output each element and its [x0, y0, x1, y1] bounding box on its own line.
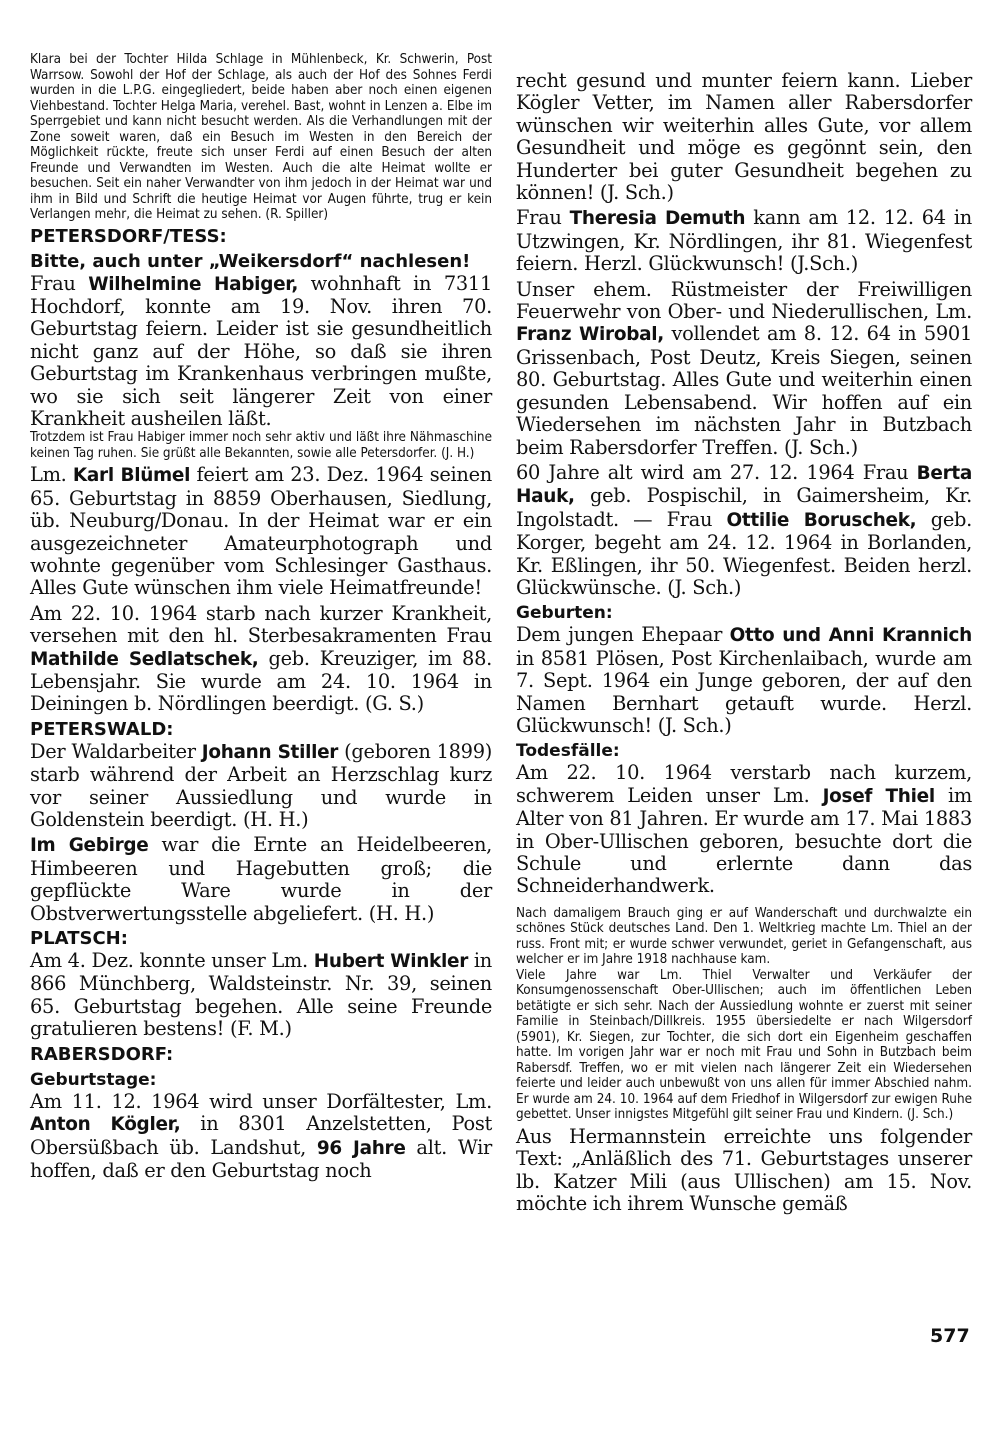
subheading-geburtstage: Geburtstage: — [30, 1069, 157, 1090]
paragraph-spiller: Klara bei der Tochter Hilda Schlage in Mühlenbeck, Kr. Schwerin, Post Warrsow. Sowohl der Hof der Schlage, als auch der Hof des Sohnes Ferdi wurden in die L.P.G. eingegliedert, beide haben aber noch einen eigenen Viehbestand. Tochter Helga Maria, verehel. Bast, wohnt in Lenzen a. Elbe im Sperrgebiet und kann nicht besucht werden. Als die Verhandlungen mit der Zone soweit waren, daß ein Besuch im Westen in den Bereich der Möglichkeit rückte, freute sich unser Ferdi auf einen Besuch der alten Freunde und Verwandten im Westen. Auch die alte Heimat wollte er besuchen. Seit ein naher Verwandter von ihm jedoch in der Heimat war und ihm in Bild und Schrift die heutige Heimat vor Augen führte, trug er kein Verlangen mehr, die Heimat zu sehen. (R. Spiller) — [30, 52, 492, 222]
page-number: 577 — [930, 1325, 970, 1347]
paragraph-hauk-boruschek: 60 Jahre alt wird am 27. 12. 1964 Frau Berta Hauk, geb. Pospischil, in Gaimersheim, Kr. Ingolstadt. — Frau Ottilie Boruschek, geb. Korger, begeht am 24. 12. 1964 in Borlanden, Kr. Eßlingen, ihr 50. Wiegenfest. Beiden herzl. Glückwünsche. (J. Sch.) — [516, 460, 972, 599]
paragraph-gebirge: Im Gebirge war die Ernte an Heidelbeeren, Himbeeren und Hagebutten groß; die gepflückte Ware wurde in der Obstverwertungsstelle abgeliefert. (H. H.) — [30, 833, 492, 925]
lead-phrase: Im Gebirge — [30, 835, 149, 857]
paragraph-demuth: Frau Theresia Demuth kann am 12. 12. 64 in Utzwingen, Kr. Nördlingen, ihr 81. Wiegenfest feiern. Herzl. Glückwunsch! (J.Sch.) — [516, 206, 972, 276]
person-name: Franz Wirobal, — [516, 324, 664, 346]
paragraph-krannich: Dem jungen Ehepaar Otto und Anni Krannich in 8581 Plösen, Post Kirchenlaibach, wurde am 7. Sept. 1964 ein Junge geboren, der auf den Namen Bernhart getauft wurde. Herzl. Glückwunsch! (J. Sch.) — [516, 623, 972, 737]
section-heading-petersdorf: PETERSDORF/TESS: — [30, 225, 227, 247]
person-name: Anton Kögler, — [30, 1114, 181, 1136]
paragraph-thiel-wanderschaft: Nach damaligem Brauch ging er auf Wanderschaft und durchwalzte ein schönes Stück deutsches Land. Den 1. Weltkrieg machte Lm. Thiel an der russ. Front mit; er wurde schwer verwundet, geriet in Gefangenschaft, aus welcher er im Jahre 1918 nachhause kam. — [516, 905, 972, 968]
age-highlight: 96 Jahre — [316, 1137, 406, 1159]
person-name: Mathilde Sedlatschek, — [30, 648, 259, 670]
person-name: Otto und Anni Krannich — [729, 625, 972, 647]
paragraph-sedlatschek: Am 22. 10. 1964 starb nach kurzer Krankheit, versehen mit den hl. Sterbesakramenten Frau Mathilde Sedlatschek, geb. Kreuziger, im 88. Lebensjahr. Sie wurde am 24. 10. 1964 in Deiningen b. Nördlingen beerdigt. (G. S.) — [30, 601, 492, 716]
person-name: Josef Thiel — [822, 785, 935, 807]
paragraph-bluemel: Lm. Karl Blümel feiert am 23. Dez. 1964 seinen 65. Geburtstag in 8859 Oberhausen, Siedlung, üb. Neuburg/Donau. In der Heimat war er ein ausgezeichneter Amateurphotograph und wohnte gegenüber vom Schlesinger Gasthaus. Alles Gute wünschen ihm viele Heimatfreunde! — [30, 463, 492, 600]
left-column — [30, 52, 492, 1182]
paragraph-stiller: Der Waldarbeiter Johann Stiller (geboren 1899) starb während der Arbeit an Herzschlag kurz vor seiner Aussiedlung und wurde in Goldenstein beerdigt. (H. H.) — [30, 739, 492, 832]
right-column — [516, 52, 972, 1215]
paragraph-hermannstein: Aus Hermannstein erreichte uns folgender Text: „Anläßlich des 71. Geburtstages unserer lb. Katzer Mili (aus Ullischen) am 15. Nov. möchte ich ihrem Wunsche gemäß — [516, 1124, 972, 1216]
paragraph-wirobal: Unser ehem. Rüstmeister der Freiwilligen Feuerwehr von Ober- und Niederullischen, Lm. Franz Wirobal, vollendet am 8. 12. 64 in 5901 Grissenbach, Post Deutz, Kreis Siegen, seinen 80. Geburtstag. Alles Gute und weiterhin einen gesunden Lebensabend. Wir hoffen auf ein Wiedersehen im nächsten Jahr in Butzbach beim Rabersdorfer Treffen. (J. Sch.) — [516, 277, 972, 459]
person-name: Ottilie Boruschek, — [726, 509, 917, 531]
paragraph-koegler-cont: recht gesund und munter feiern kann. Lieber Kögler Vetter, im Namen aller Rabersdorfer wünschen wir weiterhin alles Gute, vor allem Gesundheit und möge es gegönnt sein, den Hunderter bei guter Gesundheit begehen zu können! (J. Sch.) — [516, 69, 972, 205]
paragraph-habiger-small: Trotzdem ist Frau Habiger immer noch sehr aktiv und läßt ihre Nähmaschine keinen Tag ruhen. Sie grüßt alle Bekannten, sowie alle Petersdorfer. (J. H.) — [30, 430, 492, 461]
paragraph-thiel-verwalter: Viele Jahre war Lm. Thiel Verwalter und Verkäufer der Konsumgenossenschaft Ober-Ullischen; auch im öffentlichen Leben betätigte er sich sehr. Nach der Aussiedlung wohnte er zuerst mit seiner Familie in Steinbach/Dillkreis. 1955 übersiedelte er nach Wilgersdorf (5901), Kr. Siegen, zur Tochter, die sich dort ein Eigenheim geschaffen hatte. Im vorigen Jahr war er noch mit Frau und Sohn in Butzbach beim Rabersdf. Treffen, wo er mit vielen nach längerer Zeit ein Wiedersehen feierte und leider auch unbewußt von uns allen für immer Abschied nahm. Er wurde am 24. 10. 1964 auf dem Friedhof in Wilgersdorf zur ewigen Ruhe gebettet. Unser innigstes Mitgefühl gilt seiner Frau und Kindern. (J. Sch.) — [516, 967, 972, 1123]
person-name: Theresia Demuth — [569, 208, 746, 230]
subheading-todesfaelle: Todesfälle: — [516, 741, 620, 762]
subheading-geburten: Geburten: — [516, 603, 613, 624]
notice-bitte: Bitte, auch unter „Weikersdorf“ nachlesen! — [30, 250, 471, 272]
section-heading-rabersdorf: RABERSDORF: — [30, 1043, 174, 1065]
paragraph-habiger: Frau Wilhelmine Habiger, wohnhaft in 7311 Hochdorf, konnte am 19. Nov. ihren 70. Geburtstag feiern. Leider ist sie gesundheitlich nicht ganz auf der Höhe, so daß sie ihren Geburtstag im Krankenhaus verbringen mußte, wo sie sich seit längerer Zeit von einer Krankheit ausheilen läßt. — [30, 271, 492, 430]
person-name: Karl Blümel — [72, 465, 191, 487]
paragraph-winkler: Am 4. Dez. konnte unser Lm. Hubert Winkler in 866 Münchberg, Waldsteinstr. Nr. 39, seinen 65. Geburtstag begehen. Alle seine Freunde gratulieren bestens! (F. M.) — [30, 949, 492, 1041]
person-name: Johann Stiller — [201, 741, 339, 763]
paragraph-thiel: Am 22. 10. 1964 verstarb nach kurzem, schwerem Leiden unser Lm. Josef Thiel im Alter von 81 Jahren. Er wurde am 17. Mai 1883 in Ober-Ullischen geboren, besuchte dort die Schule und erlernte dann das Schneiderhandwerk. — [516, 761, 973, 898]
person-name: Berta Hauk, — [516, 462, 972, 508]
section-heading-peterswald: PETERSWALD: — [30, 718, 174, 740]
person-name: Wilhelmine Habiger, — [88, 273, 299, 295]
paragraph-koegler: Am 11. 12. 1964 wird unser Dorfältester, Lm. Anton Kögler, in 8301 Anzelstetten, Post Obersüßbach üb. Landshut, 96 Jahre alt. Wir hoffen, daß er den Geburtstag noch — [30, 1089, 493, 1182]
section-heading-platsch: PLATSCH: — [30, 928, 128, 950]
person-name: Hubert Winkler — [313, 951, 468, 973]
